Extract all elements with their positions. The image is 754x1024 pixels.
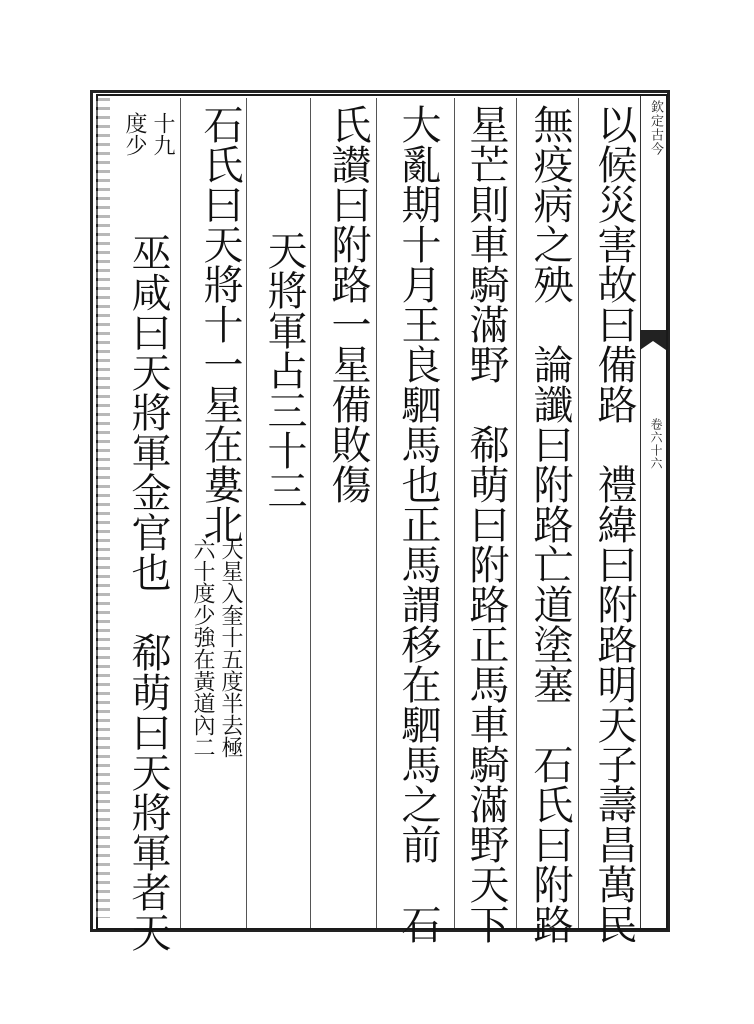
annotation-small-left: 六十度少強在黃道內二 xyxy=(190,538,215,758)
text-column-8: 巫咸曰天將軍金官也 郗萌曰天將軍者天 xyxy=(125,232,171,952)
annotation-small-top-right: 十九 xyxy=(150,112,175,156)
annotation-small-right: 大星入奎十五度半去極 xyxy=(218,538,243,758)
column-divider xyxy=(578,98,579,928)
text-column-5: 氏讃曰附路一星備敗傷 xyxy=(325,104,371,504)
left-edge-smudge xyxy=(96,98,110,918)
text-column-3: 星芒則車騎滿野 郗萌曰附路正馬車騎滿野天下 xyxy=(463,104,509,944)
text-column-2: 無疫病之殃 論讖曰附路亡道塗塞 石氏曰附路 xyxy=(527,104,573,944)
annotation-small-top-left: 度少 xyxy=(122,112,147,156)
column-divider xyxy=(454,98,455,928)
page-inner-border xyxy=(96,94,668,930)
column-divider xyxy=(376,98,377,928)
text-column-4: 大亂期十月王良駟馬也正馬謂移在駟馬之前 石 xyxy=(395,104,441,944)
column-divider xyxy=(246,98,247,928)
section-title: 天將軍占三十三 xyxy=(261,230,307,510)
column-divider xyxy=(516,98,517,928)
column-divider xyxy=(310,98,311,928)
header-margin-strip xyxy=(640,96,666,928)
book-title-header: 欽定古今 xyxy=(648,100,663,156)
volume-header: 卷六十六 xyxy=(649,418,663,470)
text-column-1: 以候災害故曰備路 禮緯曰附路明天子壽昌萬民 xyxy=(591,104,637,944)
text-column-7: 石氏曰天將十一星在婁北 xyxy=(197,104,243,544)
column-divider xyxy=(180,98,181,928)
